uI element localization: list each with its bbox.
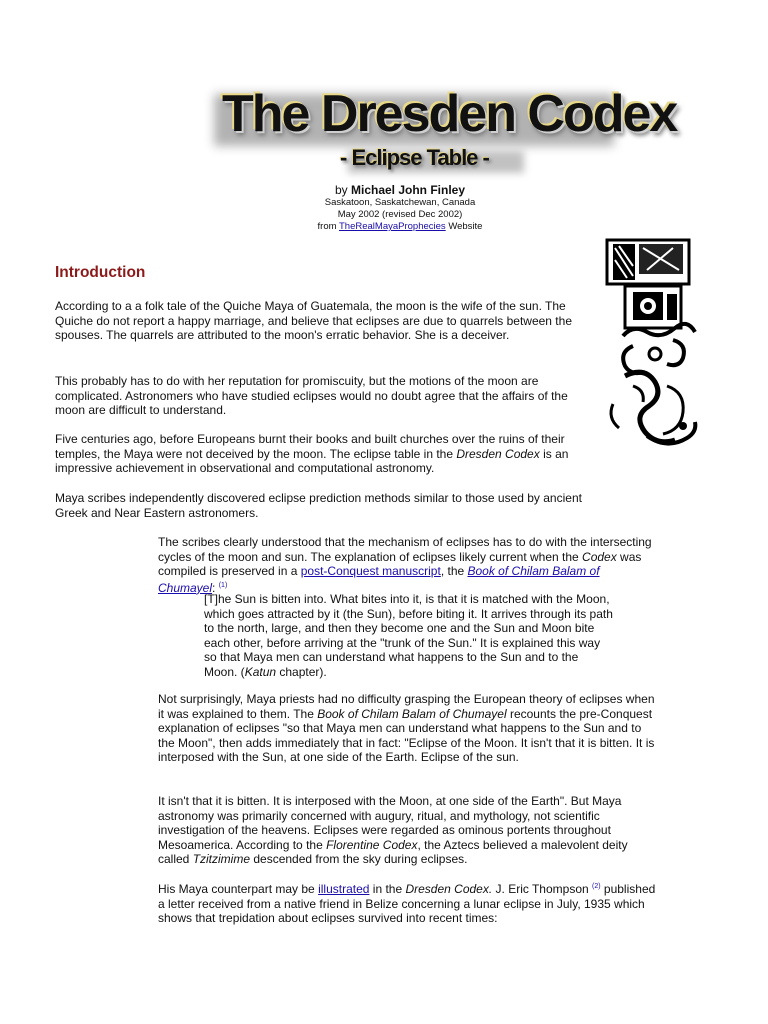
- text: recounts the pre-Conquest explanation of eclipses "so that Maya men can understand what happens to the Sun and to the Moon", then adds immediately that in fact: "Eclipse of the Moon. It isn't that it is bitten. It is interposed with the Sun, at one side of the Earth. Eclipse of the sun.: [158, 706, 655, 765]
- byline: [300, 183, 500, 233]
- text: , the: [440, 564, 468, 579]
- subtitle-banner: [340, 145, 489, 171]
- text: in the: [369, 882, 406, 896]
- text: [T]he Sun is bitten into. What bites into it, is that it is matched with the Moon, which goes attracted by it (the Sun), before biting it. It arrives through its path to the north, large, and then they become one and the Sun and Moon bite each other, before arriving at the "trunk of the Sun." It is explained this way so that Maya men can understand what happens to the Sun and to the Moon. (: [204, 592, 613, 679]
- illustrated-link[interactable]: illustrated: [318, 882, 370, 896]
- from-label: from: [317, 221, 337, 232]
- text: His Maya counterpart may be: [158, 882, 319, 896]
- footnote-link-1[interactable]: (1): [218, 581, 228, 589]
- source-link[interactable]: TheRealMayaProphecies: [339, 221, 446, 232]
- link-text: Book of Chilam Balam of Chumayel: [158, 564, 600, 595]
- text: , the Aztecs believed a malevolent deity called: [158, 837, 628, 867]
- page-subtitle: - Eclipse Table -: [340, 145, 489, 170]
- italic-text: Florentine Codex: [326, 837, 418, 852]
- paragraph-3: [55, 432, 585, 476]
- source-line: [300, 221, 500, 233]
- italic-text: Katun: [244, 664, 277, 679]
- text: The scribes clearly understood that the mechanism of eclipses has to do with the intersecting cycles of the moon and sun. The explanation of eclipses likely current when the: [158, 535, 652, 564]
- page-title: The Dresden Codex: [222, 85, 677, 143]
- text: chapter).: [276, 664, 327, 679]
- italic-text: Tzitzimime: [192, 852, 251, 867]
- website-label: Website: [448, 221, 483, 232]
- paragraph-1: According to a a folk tale of the Quiche Maya of Guatemala, the moon is the wife of the sun. The Quiche do not report a happy marriage, and believe that eclipses are due to quarrels between the spouses. The quarrels are attributed to the moon's erratic behavior. She is a deceiver.: [55, 299, 572, 343]
- italic-text: Dresden Codex.: [405, 882, 493, 896]
- paragraph-8: [158, 880, 658, 926]
- paragraph-2: This probably has to do with her reputation for promiscuity, but the motions of the moon are complicated. Astronomers who have studied eclipses would no doubt agree that the affairs of the moon are difficult to understand.: [55, 374, 568, 418]
- paragraph-4: Maya scribes independently discovered eclipse prediction methods similar to those used by ancient Greek and Near Eastern astronomers.: [55, 491, 582, 520]
- text: :: [212, 580, 216, 595]
- maya-glyph-illustration: [603, 236, 707, 456]
- paragraph-6: [158, 692, 658, 765]
- italic-text: Dresden Codex: [456, 446, 540, 461]
- author-name: Michael John Finley: [351, 183, 466, 197]
- text: is an impressive achievement in observational and computational astronomy.: [55, 446, 569, 476]
- text: was compiled is preserved in a: [158, 549, 642, 579]
- paragraph-7: [158, 794, 658, 867]
- text: Not surprisingly, Maya priests had no difficulty grasping the European theory of eclipses when it was explained to them. The: [158, 692, 655, 721]
- date: May 2002 (revised Dec 2002): [337, 209, 463, 220]
- text: J. Eric Thompson: [492, 882, 589, 896]
- text: published a letter received from a native friend in Belize concerning a lunar eclipse in July, 1935 which shows that trepidation about eclipses survived into recent times:: [158, 882, 656, 926]
- manuscript-link[interactable]: post-Conquest manuscript: [300, 564, 441, 579]
- text: Five centuries ago, before Europeans burnt their books and built churches over the ruins of their temples, the Maya were not deceived by the moon. The eclipse table in the: [55, 432, 565, 461]
- text: It isn't that it is bitten. It is interposed with the Moon, at one side of the Earth". But Maya astronomy was primarily concerned with augury, ritual, and mythology, not scientific investigation of the heavens. Eclipses were regarded as ominous portents throughout Mesoamerica. According to the: [158, 794, 622, 852]
- by-label: by: [334, 183, 348, 197]
- location: Saskatoon, Saskatchewan, Canada: [324, 197, 476, 208]
- block-quote: [204, 592, 614, 680]
- author-line: [300, 183, 500, 197]
- section-heading: Introduction: [55, 264, 146, 281]
- italic-text: Book of Chilam Balam of Chumayel: [317, 706, 507, 721]
- text: descended from the sky during eclipses.: [250, 852, 468, 867]
- footnote-link-2[interactable]: (2): [592, 883, 601, 890]
- paragraph-5: [158, 535, 658, 595]
- italic-text: Codex: [582, 549, 617, 564]
